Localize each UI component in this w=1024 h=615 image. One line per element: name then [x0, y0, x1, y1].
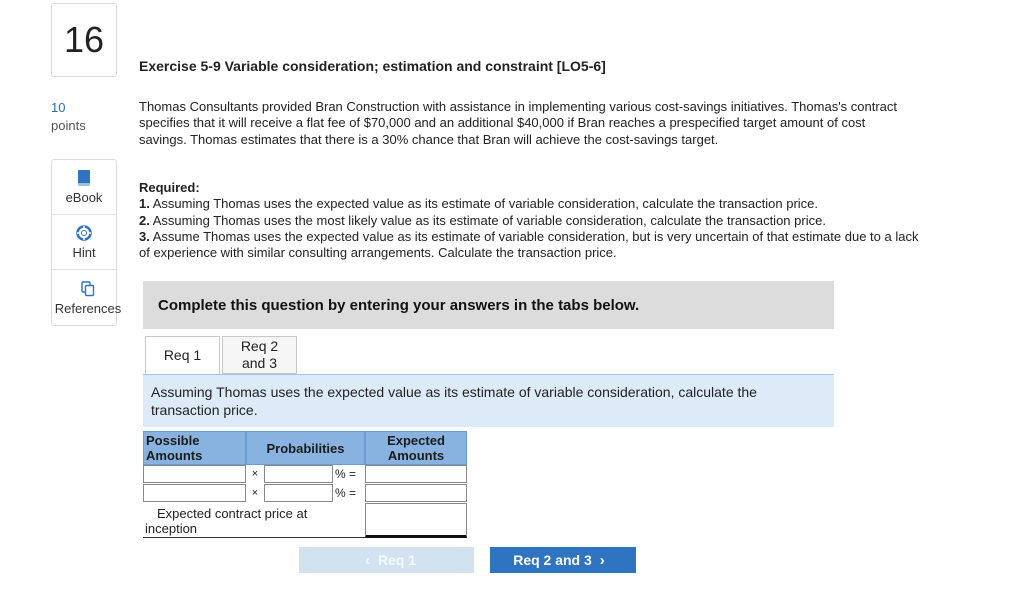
percent-equals: % =	[333, 484, 365, 502]
tab-label-line: Req 2	[240, 338, 279, 354]
header-text: Expected	[387, 433, 445, 448]
requirement-text: Assuming Thomas uses the expected value as its estimate of variable consideration, calculate the transaction price.	[149, 196, 819, 212]
total-row-label	[143, 503, 365, 538]
percent-equals: % =	[333, 465, 365, 483]
book-icon	[77, 169, 91, 187]
header-probabilities: Probabilities	[246, 431, 365, 465]
expected-contract-price-input[interactable]	[365, 503, 467, 538]
question-prompt: Assuming Thomas uses the expected value as its estimate of variable consideration, calculate the transaction price.	[143, 374, 834, 427]
exercise-title: Exercise 5-9 Variable consideration; estimation and constraint [LO5-6]	[139, 58, 606, 74]
ebook-label: eBook	[65, 190, 103, 205]
points-label: points	[51, 118, 86, 133]
copy-icon	[81, 280, 95, 298]
possible-amount-input[interactable]	[143, 465, 246, 483]
header-text: Amounts	[387, 448, 445, 463]
question-number: 16	[51, 3, 117, 77]
ebook-button[interactable]	[52, 160, 116, 215]
requirements	[139, 180, 919, 261]
multiply-sign: ×	[248, 484, 262, 502]
prev-button[interactable]	[299, 547, 474, 573]
possible-amount-input[interactable]	[143, 484, 246, 502]
multiply-sign: ×	[248, 465, 262, 483]
requirement-item	[139, 213, 919, 229]
requirement-number: 2.	[139, 212, 150, 228]
tab-req-2-and-3[interactable]	[222, 336, 297, 374]
header-possible-amounts	[143, 431, 246, 465]
chevron-left-icon: ‹	[364, 551, 370, 569]
header-text: Possible	[146, 433, 200, 448]
expected-amount-input[interactable]	[365, 465, 467, 483]
probability-input[interactable]	[264, 484, 333, 502]
total-label-text: Expected contract price at	[157, 506, 308, 521]
header-text: Amounts	[146, 448, 203, 463]
table-row	[143, 465, 467, 483]
points-info	[51, 99, 86, 135]
hint-label: Hint	[72, 245, 96, 260]
expected-amount-input[interactable]	[365, 484, 467, 502]
points-value: 10	[51, 100, 66, 115]
requirement-number: 1.	[139, 196, 150, 212]
chevron-right-icon: ›	[599, 551, 605, 569]
tab-label-line: and 3	[241, 355, 278, 371]
requirement-number: 3.	[139, 228, 150, 244]
table-row	[143, 484, 467, 502]
header-expected-amounts	[365, 431, 467, 465]
hint-button[interactable]	[52, 215, 116, 270]
references-label: References	[54, 300, 122, 316]
requirement-item	[139, 229, 919, 262]
instruction-banner: Complete this question by entering your answers in the tabs below.	[143, 281, 834, 329]
required-label: Required:	[139, 180, 200, 195]
requirement-item	[139, 196, 919, 212]
tab-req-1[interactable]: Req 1	[145, 336, 220, 375]
lifebuoy-icon	[76, 224, 92, 242]
tools-panel	[51, 159, 122, 326]
next-button[interactable]	[490, 547, 636, 573]
total-label-text: inception	[145, 521, 198, 536]
references-button[interactable]	[51, 270, 125, 325]
exercise-description: Thomas Consultants provided Bran Construction with assistance in implementing various cost-savings initiatives. Thomas's contract specifies that it will receive a flat fee of $70,000 and an additional $40,000 if Bran reaches a prespecified target amount of cost savings. Thomas estimates that there is a 30% chance that Bran will achieve the cost-savings target.	[139, 99, 898, 147]
prev-label: Req 1	[377, 552, 417, 568]
next-label: Req 2 and 3	[513, 552, 592, 568]
requirement-text: Assuming Thomas uses the most likely value as its estimate of variable consideration, calculate the transaction price.	[149, 212, 826, 228]
requirement-text: Assume Thomas uses the expected value as its estimate of variable consideration, but is very uncertain of that estimate due to a lack of experience with similar consulting arrangements. Calculate the transaction price.	[139, 228, 919, 261]
probability-input[interactable]	[264, 465, 333, 483]
